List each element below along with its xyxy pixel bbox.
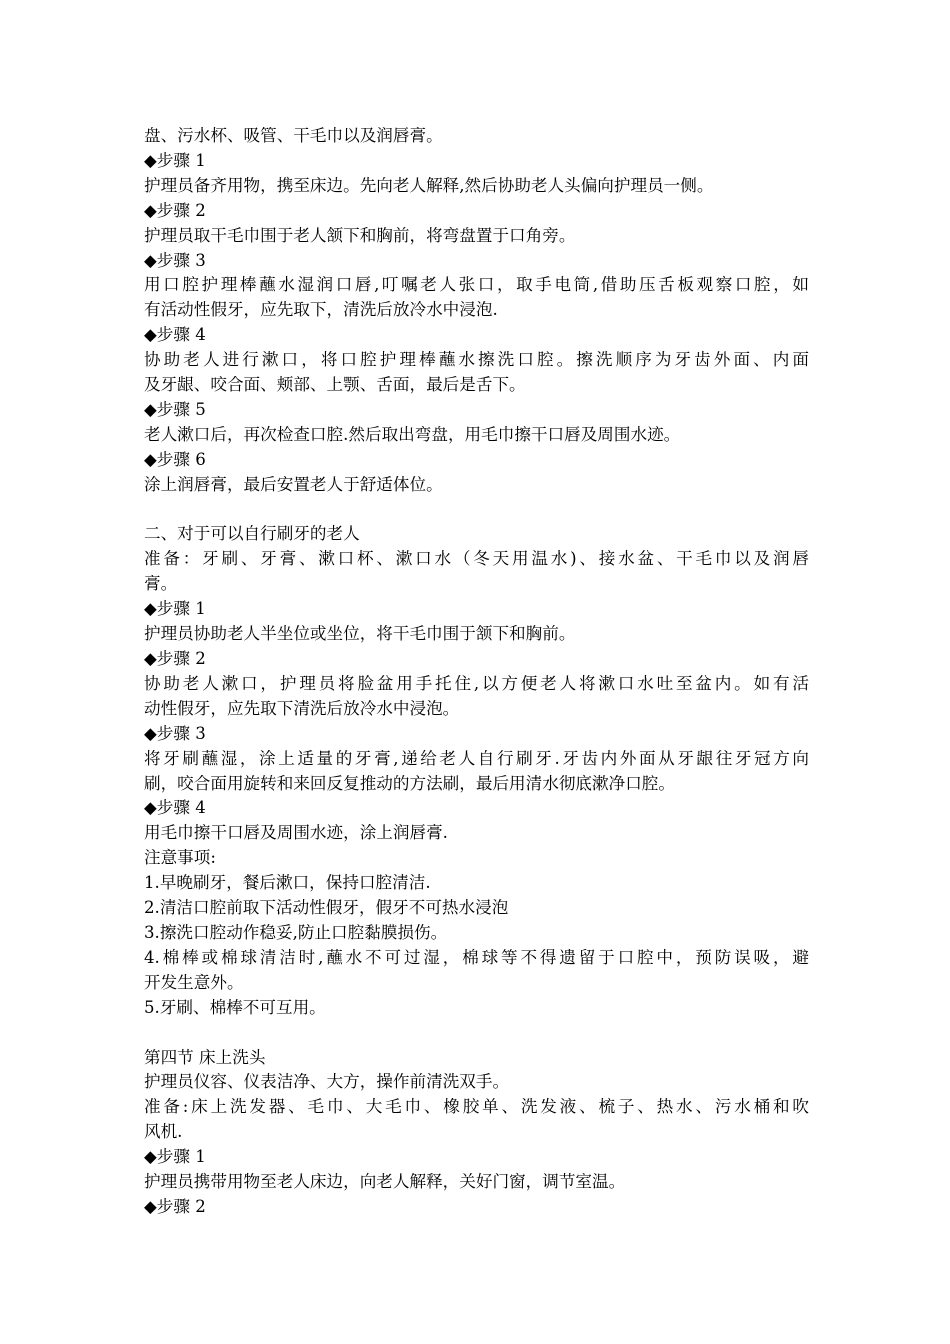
document-body (144, 124, 809, 1220)
text-line: ◆步骤 4 (144, 798, 206, 818)
text-line: 4.棉棒或棉球清洁时,蘸水不可过湿，棉球等不得遗留于口腔中，预防误吸，避 (144, 947, 809, 967)
text-line: 护理员协助老人半坐位或坐位，将干毛巾围于颔下和胸前。 (144, 624, 576, 644)
text-line: 二、对于可以自行刷牙的老人 (144, 524, 360, 544)
text-line: 有活动性假牙，应先取下，清洗后放冷水中浸泡. (144, 300, 498, 320)
text-line: 护理员备齐用物，携至床边。先向老人解释,然后协助老人头偏向护理员一侧。 (144, 175, 714, 195)
text-line: ◆步骤 5 (144, 399, 206, 419)
text-line: 用毛巾擦干口唇及周围水迹，涂上润唇膏. (144, 823, 448, 843)
text-line: ◆步骤 2 (144, 649, 206, 669)
text-line: ◆步骤 4 (144, 325, 206, 345)
text-line: ◆步骤 3 (144, 723, 206, 743)
text-line: 准备:床上洗发器、毛巾、大毛巾、橡胶单、洗发液、梳子、热水、污水桶和吹 (144, 1097, 809, 1117)
text-line: 护理员仪容、仪表洁净、大方，操作前清洗双手。 (144, 1072, 510, 1092)
text-line: 护理员携带用物至老人床边，向老人解释，关好门窗，调节室温。 (144, 1172, 626, 1192)
text-line: 护理员取干毛巾围于老人颔下和胸前，将弯盘置于口角旁。 (144, 225, 576, 245)
text-line: 风机. (144, 1122, 183, 1142)
text-line: ◆步骤 3 (144, 250, 206, 270)
text-line: 5.牙刷、棉棒不可互用。 (144, 997, 326, 1017)
text-line: 协助老人进行漱口，将口腔护理棒蘸水擦洗口腔。擦洗顺序为牙齿外面、内面 (144, 350, 809, 370)
text-line: 开发生意外。 (144, 972, 244, 992)
text-line: 2.清洁口腔前取下活动性假牙，假牙不可热水浸泡 (144, 898, 509, 918)
text-line: 3.擦洗口腔动作稳妥,防止口腔黏膜损伤。 (144, 922, 448, 942)
text-line: 准备：牙刷、牙膏、漱口杯、漱口水（冬天用温水)、接水盆、干毛巾以及润唇 (144, 549, 809, 569)
text-line: ◆步骤 6 (144, 449, 206, 469)
blank-line (144, 1021, 809, 1046)
text-line: 涂上润唇膏，最后安置老人于舒适体位。 (144, 474, 443, 494)
text-line: 老人漱口后，再次检查口腔.然后取出弯盘，用毛巾擦干口唇及周围水迹。 (144, 424, 681, 444)
text-line: 第四节 床上洗头 (144, 1047, 266, 1067)
blank-line (144, 498, 809, 523)
text-line: 膏。 (144, 574, 178, 594)
text-line: 动性假牙，应先取下清洗后放冷水中浸泡。 (144, 698, 460, 718)
text-line: ◆步骤 2 (144, 200, 206, 220)
text-line: 注意事项: (144, 848, 216, 868)
text-line: 盘、污水杯、吸管、干毛巾以及润唇膏。 (144, 126, 443, 145)
text-line: 及牙龈、咬合面、颊部、上颚、舌面，最后是舌下。 (144, 375, 526, 395)
text-line: ◆步骤 1 (144, 150, 206, 170)
text-line: 协助老人漱口，护理员将脸盆用手托住,以方便老人将漱口水吐至盆内。如有活 (144, 673, 809, 693)
text-line: 将牙刷蘸湿，涂上适量的牙膏,递给老人自行刷牙.牙齿内外面从牙龈往牙冠方向 (144, 748, 809, 768)
text-line: ◆步骤 1 (144, 599, 206, 619)
text-line: 用口腔护理棒蘸水湿润口唇,叮嘱老人张口，取手电筒,借助压舌板观察口腔，如 (144, 275, 809, 295)
text-line: 1.早晚刷牙，餐后漱口，保持口腔清洁. (144, 873, 431, 893)
text-line: ◆步骤 2 (144, 1196, 206, 1216)
text-line: ◆步骤 1 (144, 1147, 206, 1167)
text-line: 刷，咬合面用旋转和来回反复推动的方法刷，最后用清水彻底漱净口腔。 (144, 773, 675, 793)
